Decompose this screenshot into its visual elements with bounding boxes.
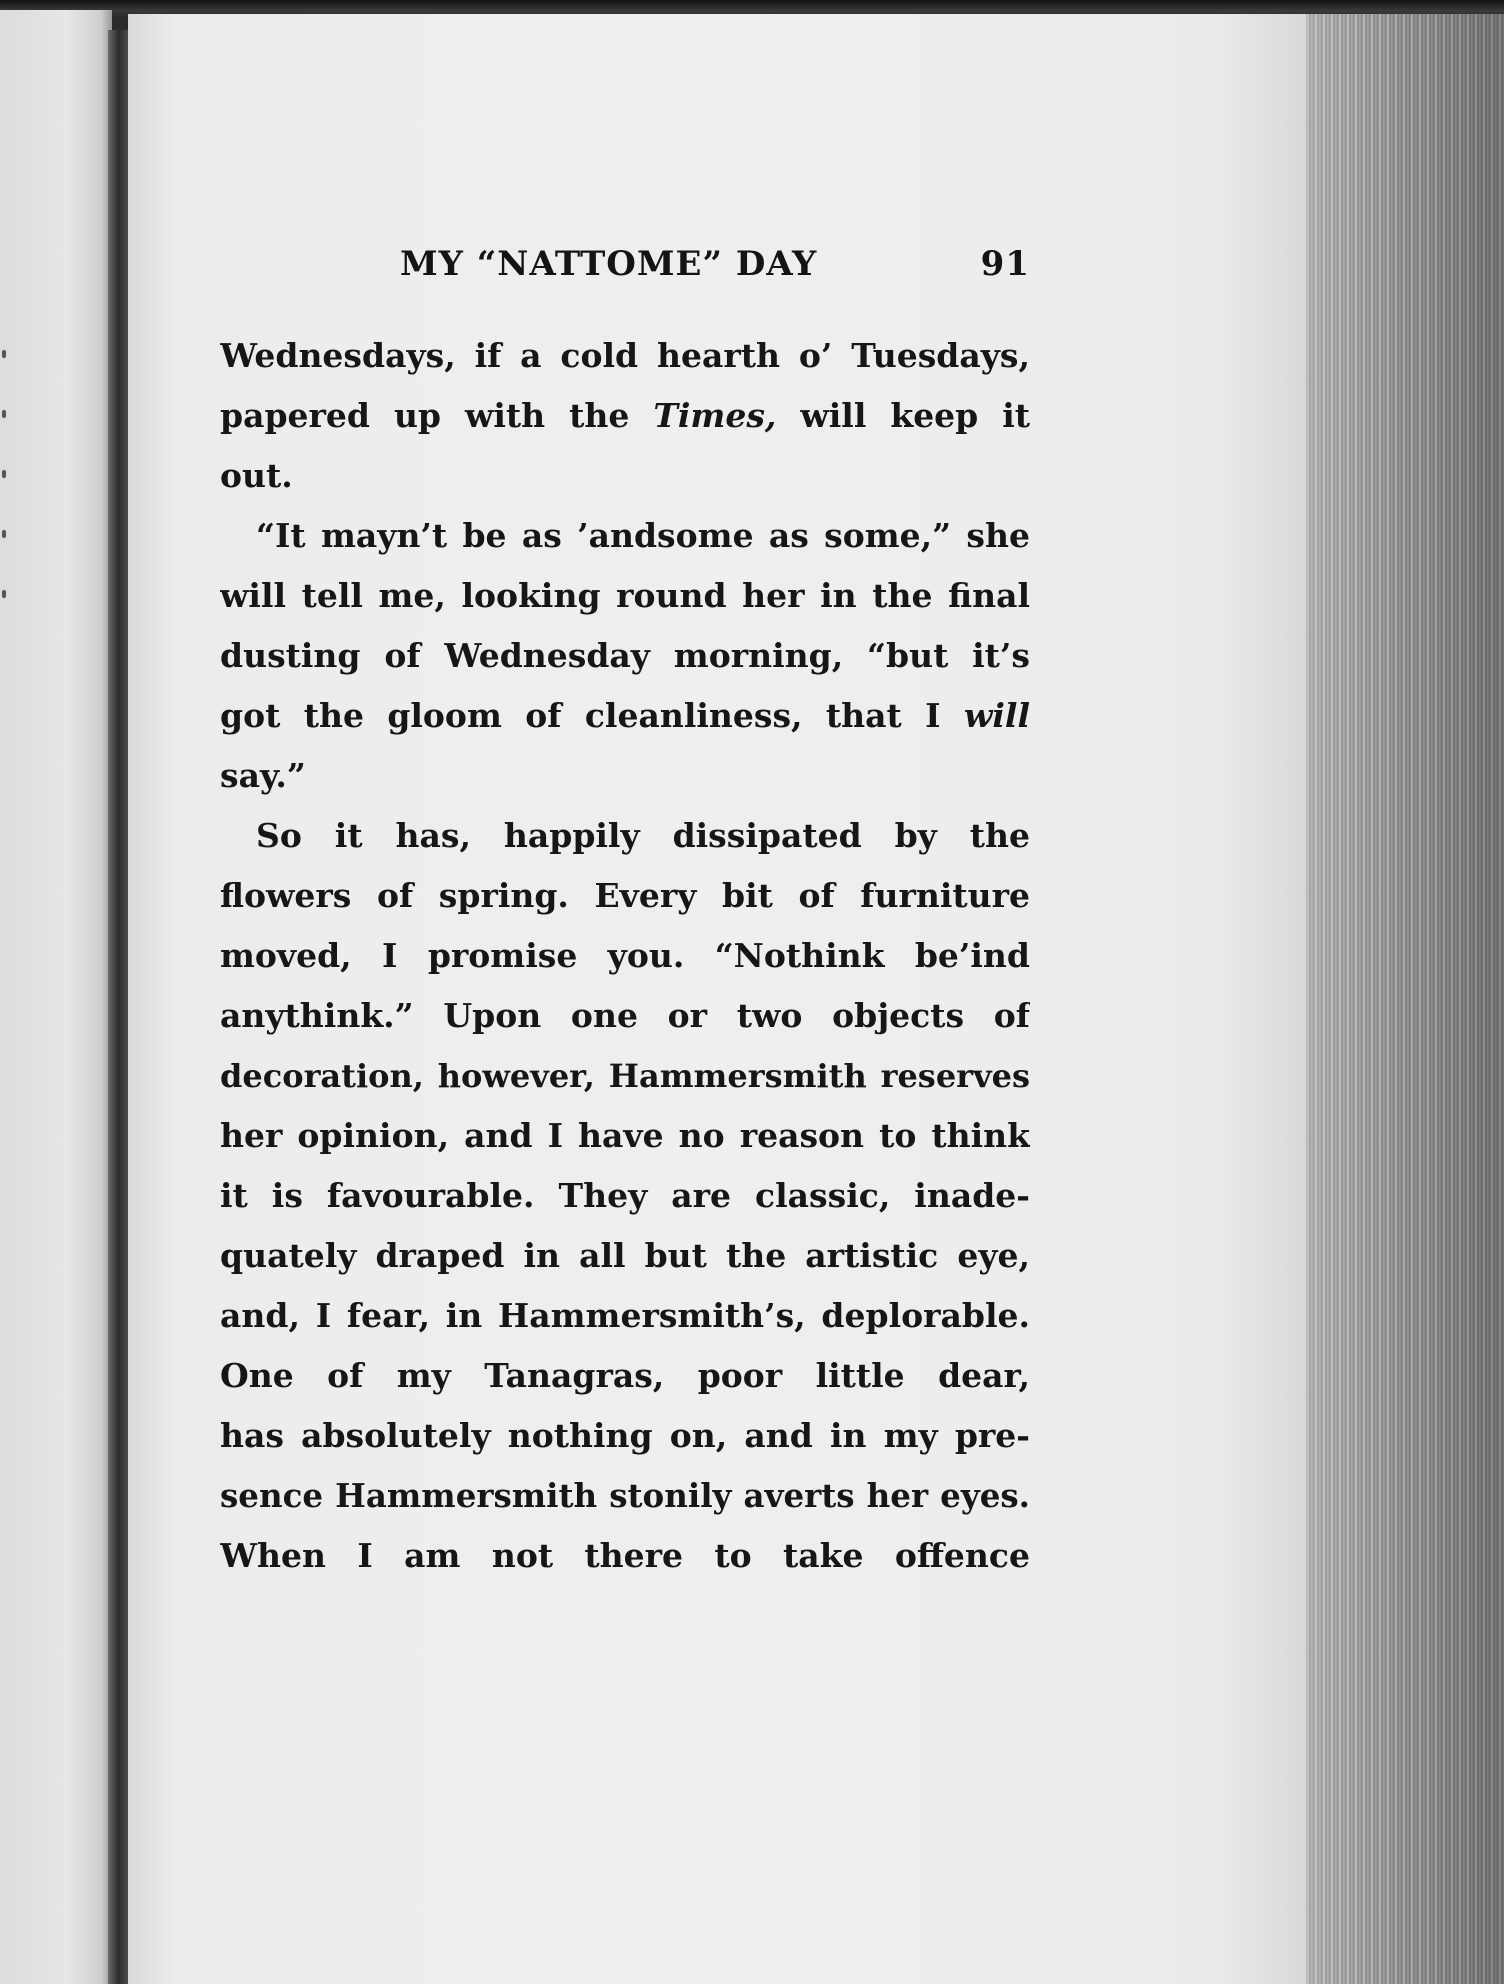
- text-line: her opinion, and I have no reason to think: [220, 1116, 1030, 1155]
- facing-page-edge: [0, 10, 112, 1984]
- text-line: [220, 686, 1030, 746]
- text-line: One of my Tanagras, poor little dear,: [220, 1356, 1030, 1395]
- text-span: will keep it: [776, 396, 1030, 435]
- text-line: dusting of Wednesday morning, “but it’s: [220, 636, 1030, 675]
- text-line: [220, 386, 1030, 446]
- text-line: quately draped in all but the artistic eye,: [220, 1236, 1030, 1275]
- text-line: So it has, happily dissipated by the: [256, 816, 1030, 855]
- italic-text: will: [963, 696, 1030, 735]
- running-head-title: MY “NATTOME” DAY: [400, 244, 818, 284]
- text-line: has absolutely nothing on, and in my pre-: [220, 1416, 1030, 1455]
- text-line: flowers of spring. Every bit of furniture: [220, 876, 1030, 915]
- italic-text: Times,: [653, 396, 777, 435]
- text-line: decoration, however, Hammersmith reserves: [220, 1057, 1030, 1095]
- text-line: out.: [220, 456, 293, 495]
- text-line: When I am not there to take offence: [220, 1536, 1030, 1575]
- text-line: “It mayn’t be as ’andsome as some,” she: [256, 516, 1030, 555]
- text-span: got the gloom of cleanliness, that I: [220, 696, 964, 735]
- text-line: say.”: [220, 756, 306, 795]
- text-line: will tell me, looking round her in the final: [220, 576, 1030, 615]
- text-span: papered up with the: [220, 396, 654, 435]
- text-line: sence Hammersmith stonily averts her eyes.: [220, 1476, 1030, 1515]
- text-line: Wednesdays, if a cold hearth o’ Tuesdays,: [220, 336, 1030, 375]
- page-number: 91: [980, 244, 1030, 284]
- body-text: [220, 326, 1030, 1586]
- text-line: it is favourable. They are classic, inade-: [220, 1176, 1030, 1215]
- facing-page-marks: [0, 330, 10, 630]
- running-head: [220, 240, 1030, 300]
- text-line: moved, I promise you. “Nothink be’ind: [220, 936, 1030, 975]
- text-line: and, I fear, in Hammersmith’s, deplorable.: [220, 1296, 1030, 1335]
- text-line: anythink.” Upon one or two objects of: [220, 996, 1030, 1035]
- page-block-edge: [1306, 14, 1504, 1984]
